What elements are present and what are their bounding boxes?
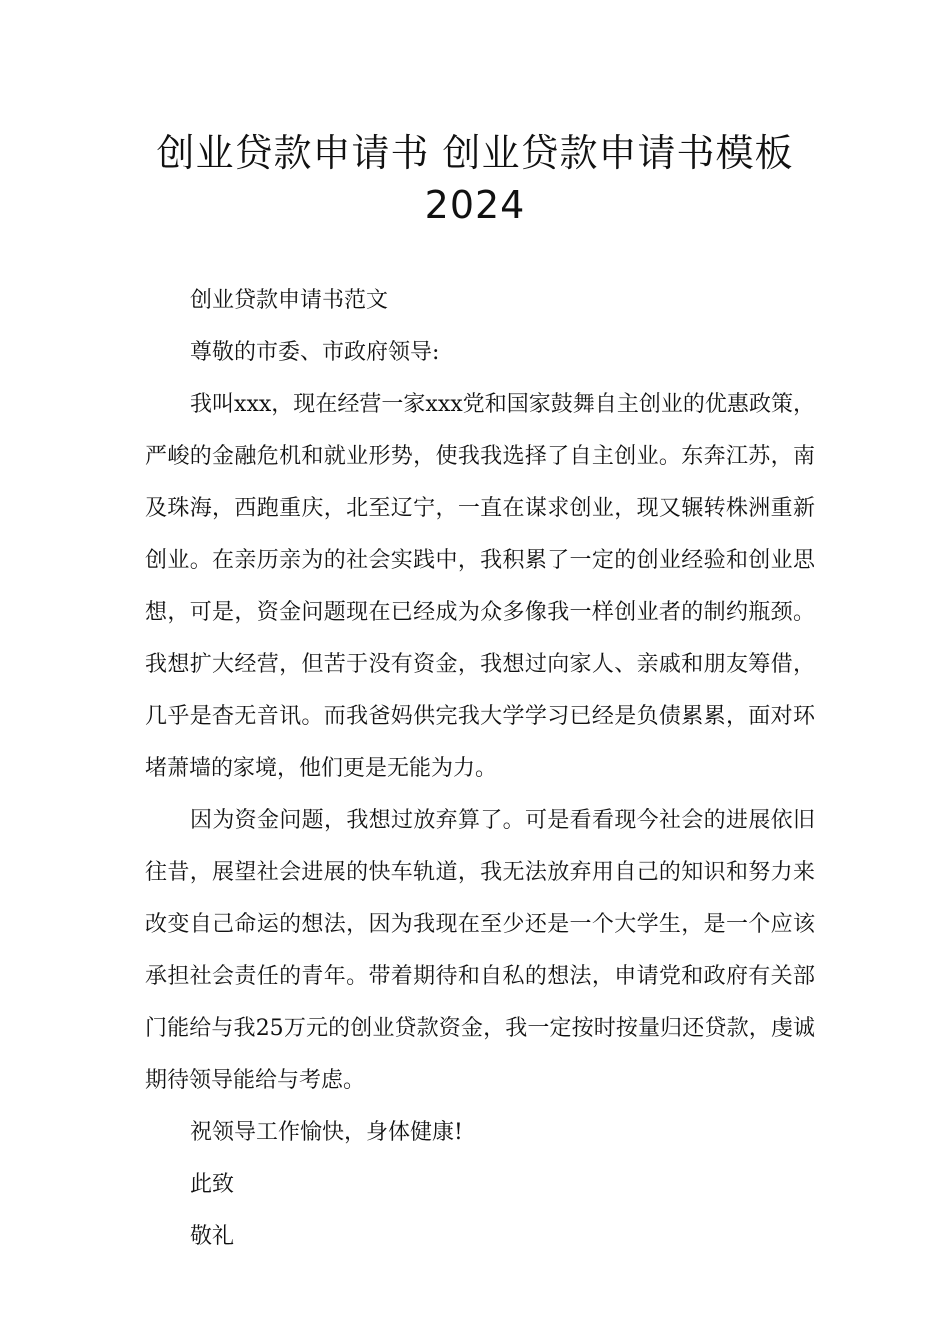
paragraph-salutation: 尊敬的市委、市政府领导:	[190, 340, 440, 365]
paragraph-heading: 创业贷款申请书范文	[190, 288, 389, 313]
document-title-line-2: 2024	[424, 183, 526, 227]
paragraph-wishes: 祝领导工作愉快，身体健康!	[190, 1120, 463, 1145]
paragraph-request: 因为资金问题，我想过放弃算了。可是看看现今社会的进展依旧往昔，展望社会进展的快车轨道，我无法放弃用自己的知识和努力来改变自己命运的想法，因为我现在至少还是一个大学生，是一个应该承担社会责任的青年。带着期待和自私的想法，申请党和政府有关部门能给与我25万元的创业贷款资金，我一定按时按量归还贷款，虔诚期待领导能给与考虑。	[145, 808, 815, 1093]
paragraph-closing-2: 敬礼	[190, 1224, 235, 1249]
paragraph-closing-1: 此致	[190, 1172, 235, 1197]
document-body	[145, 275, 815, 1263]
document-title-line-1: 创业贷款申请书 创业贷款申请书模板	[156, 131, 794, 175]
paragraph-introduction: 我叫xxx，现在经营一家xxx党和国家鼓舞自主创业的优惠政策，严峻的金融危机和就业形势，使我我选择了自主创业。东奔江苏，南及珠海，西跑重庆，北至辽宁，一直在谋求创业，现又辗转株洲重新创业。在亲历亲为的社会实践中，我积累了一定的创业经验和创业思想，可是，资金问题现在已经成为众多像我一样创业者的制约瓶颈。我想扩大经营，但苦于没有资金，我想过向家人、亲戚和朋友筹借，几乎是杳无音讯。而我爸妈供完我大学学习已经是负债累累，面对环堵萧墙的家境，他们更是无能为力。	[145, 392, 815, 781]
